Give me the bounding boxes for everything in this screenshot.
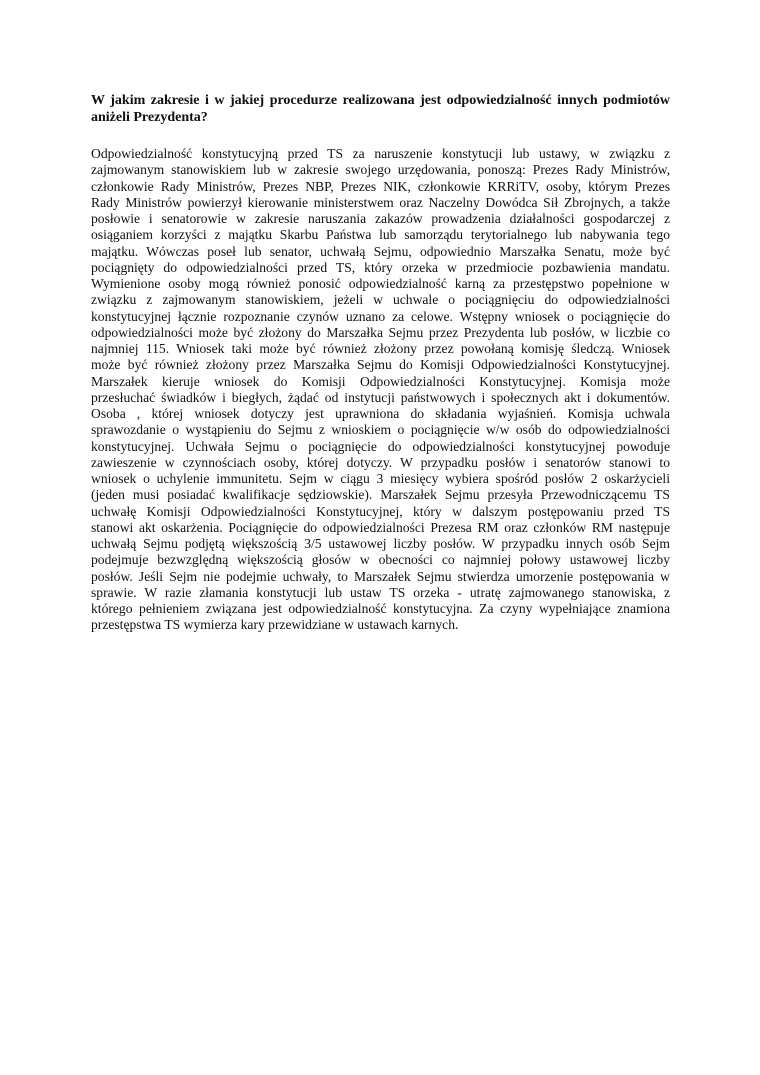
paragraph-line: Marszałek kieruje wniosek do Komisji Odpowiedzialności Konstytucyjnej. Komisja może [91, 373, 670, 389]
paragraph-line: pociągnięty do odpowiedzialności przed TS, który orzeka w przedmiocie pozbawienia mandatu. [91, 259, 670, 275]
paragraph-line: Rady Ministrów powierzył kierowanie ministerstwem oraz Naczelny Dowódca Sił Zbrojnych, a także [91, 194, 670, 210]
paragraph-line: osiąganiem korzyści z majątku Skarbu Państwa lub samorządu terytorialnego lub nabywania tego [91, 227, 670, 243]
document-page [91, 92, 670, 634]
question-heading [91, 92, 670, 126]
paragraph-line: posłów. Jeśli Sejm nie podejmie uchwały, to Marszałek Sejmu stwierdza umorzenie postępowania w [91, 568, 670, 584]
paragraph-line: sprawozdanie o wystąpieniu do Sejmu z wnioskiem o pociągnięcie w/w osób do odpowiedzialności [91, 422, 670, 438]
paragraph-line: konstytucyjnej łącznie rozpoznanie czynów uznano za celowe. Wstępny wniosek o pociągnięcie do [91, 308, 670, 324]
paragraph-line: uchwałę Komisji Odpowiedzialności Konstytucyjnej, który w dalszym postępowaniu przed TS [91, 503, 670, 519]
paragraph-line: przestępstwa TS wymierza kary przewidziane w ustawach karnych. [91, 617, 459, 633]
paragraph-line: przesłuchać świadków i biegłych, żądać od instytucji państwowych i społecznych akt i dokumentów. [91, 389, 670, 405]
paragraph-line: najmniej 115. Wniosek taki może być również złożony przez powołaną komisję śledczą. Wniosek [91, 341, 670, 356]
paragraph-line: Osoba , której wniosek dotyczy jest uprawniona do składania wyjaśnień. Komisja uchwala [91, 406, 670, 421]
paragraph-line: członkowie Rady Ministrów, Prezes NBP, Prezes NIK, członkowie KRRiTV, osoby, którym Prezes [91, 178, 670, 194]
paragraph-line: może być również złożony przez Marszałka Sejmu do Komisji Odpowiedzialności Konstytucyjnej. [91, 357, 670, 373]
paragraph-line: wniosek o uchylenie immunitetu. Sejm w ciągu 3 miesięcy wybiera spośród posłów 2 oskarżycieli [91, 471, 670, 486]
paragraph-line: majątku. Wówczas poseł lub senator, uchwałą Sejmu, odpowiednio Marszałka Senatu, może być [91, 243, 670, 259]
heading-line: aniżeli Prezydenta? [91, 110, 208, 125]
paragraph-line: Wymienione osoby mogą również ponosić odpowiedzialność karną za przestępstwo popełnione w [91, 276, 670, 291]
paragraph-line: (jeden musi posiadać kwalifikacje sędziowskie). Marszałek Sejmu przesyła Przewodniczącemu TS [91, 487, 670, 503]
paragraph-line: posłowie i senatorowie w zakresie naruszania zakazów prowadzenia działalności gospodarczej z [91, 211, 670, 226]
paragraph-line: uchwałą Sejmu podjętą większością 3/5 ustawowej liczby posłów. W przypadku innych osób Sejm [91, 536, 670, 551]
paragraph-line: Odpowiedzialność konstytucyjną przed TS za naruszenie konstytucji lub ustawy, w związku z [91, 146, 670, 161]
paragraph-line: zawieszenie w czynnościach osoby, której dotyczy. W przypadku posłów i senatorów stanowi to [91, 454, 670, 470]
paragraph-line: stanowi akt oskarżenia. Pociągnięcie do odpowiedzialności Prezesa RM oraz członków RM następuje [91, 519, 670, 535]
answer-paragraph [91, 146, 670, 634]
paragraph-line: związku z zajmowanym stanowiskiem, jeżeli w uchwale o pociągnięciu do odpowiedzialności [91, 292, 670, 308]
paragraph-line: zajmowanym stanowiskiem lub w zakresie swojego urzędowania, ponoszą: Prezes Rady Ministrów, [91, 162, 670, 178]
paragraph-line: którego pełnieniem związana jest odpowiedzialność konstytucyjna. Za czyny wypełniające znamiona [91, 601, 670, 616]
paragraph-line: sprawie. W razie złamania konstytucji lub ustaw TS orzeka - utratę zajmowanego stanowiska, z [91, 584, 670, 600]
paragraph-line: odpowiedzialności może być złożony do Marszałka Sejmu przez Prezydenta lub posłów, w liczbie co [91, 324, 670, 340]
paragraph-line: podejmuje bezwzględną większością głosów w obecności co najmniej połowy ustawowej liczby [91, 552, 670, 568]
paragraph-line: konstytucyjnej. Uchwała Sejmu o pociągnięcie do odpowiedzialności konstytucyjnej powoduje [91, 438, 670, 454]
heading-line: W jakim zakresie i w jakiej procedurze realizowana jest odpowiedzialność innych podmiotów [91, 93, 670, 108]
